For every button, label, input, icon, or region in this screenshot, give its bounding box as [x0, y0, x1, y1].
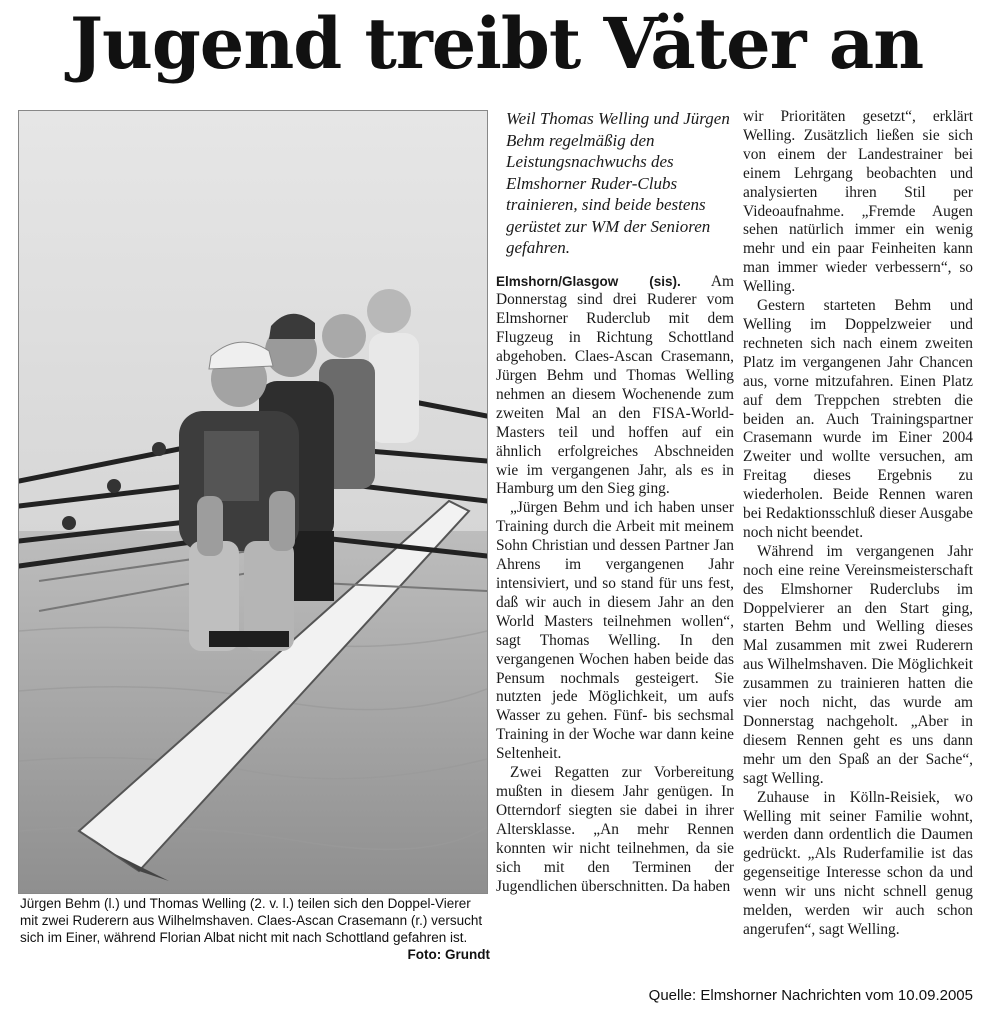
article-lead: Weil Thomas Welling und Jürgen Behm regelmäßig den Leistungsnachwuchs des Elmshorner Ruder-Clubs trainieren, sind beide bestens gerüstet zur WM der Senioren gefahren. [506, 109, 730, 257]
article-paragraph: Gestern starteten Behm und Welling im Doppelzweier und rechneten sich nach einem zweiten Platz im vergangenen Jahr Chancen aus, vorne mitzufahren. Einen Platz auf dem Treppchen strebten die beiden an. Auch Trainingspartner Crasemann wurde im Einer 2004 Zweiter und wollte versuchen, am Freitag dieses Ergebnis zu wiederholen. Beide Rennen waren bei Redaktionsschluß dieser Ausgabe noch nicht beendet. [743, 297, 973, 541]
article-column-2 [496, 108, 734, 896]
article-paragraph-text: Am Donnerstag sind drei Ruderer vom Elmshorner Ruderclub mit dem Flugzeug in Richtung Schottland abgehoben. Claes-Ascan Crasemann, Jürgen Behm und Thomas Welling nehmen an diesem Wochenende zum zweiten Mal an den FISA-World-Masters teil und hoffen auf ein ähnlich erfolgreiches Abschneiden wie im vergangenen Jahr, als es in Hamburg um den Sieg ging. [496, 272, 734, 498]
article-paragraph [496, 273, 734, 500]
dateline: Elmshorn/Glasgow (sis). [496, 273, 681, 289]
article-paragraph: Zwei Regatten zur Vorbereitung mußten in diesem Jahr genügen. In Otterndorf siegten sie dabei in ihrer Altersklasse. „An mehr Rennen konnten wir nicht teilnehmen, da sie sich mit den Terminen der Jugendlichen überschnitten. Da haben [496, 764, 734, 895]
photo-caption-text: Jürgen Behm (l.) und Thomas Welling (2. v. l.) teilen sich den Doppel-Vierer mit zwei Ruderern aus Wilhelmshaven. Claes-Ascan Crasemann (r.) versucht sich im Einer, während Florian Albat nicht mit nach Schottland gefahren ist. [20, 896, 483, 945]
rowing-photo [18, 110, 488, 894]
rowing-photo-image [19, 111, 487, 893]
article-column-3 [743, 108, 973, 940]
photo-credit: Foto: Grundt [407, 947, 490, 962]
photo-caption [20, 895, 490, 963]
article-paragraph: Zuhause in Kölln-Reisiek, wo Welling mit seiner Familie wohnt, werden dann ordentlich die Daumen gedrückt. „Als Ruderfamilie ist das gegenseitige Interesse schon da und wenn wir uns nicht schnell genug melden, werden wir auch schon angerufen“, sagt Welling. [743, 788, 973, 938]
source-note: Quelle: Elmshorner Nachrichten vom 10.09.2005 [648, 987, 973, 1004]
article-paragraph: „Jürgen Behm und ich haben unser Training durch die Arbeit mit meinem Sohn Christian und dessen Partner Jan Ahrens im vergangenen Jahr intensiviert, und so stand für uns fest, daß wir auch in diesem Jahr an den World Masters teilnehmen wollen“, sagt Thomas Welling. In den vergangenen Wochen haben beide das Pensum nochmals gesteigert. Sie nutzten jede Möglichkeit, um aufs Wasser zu gehen. Fünf- bis sechsmal Training in der Woche war dann keine Seltenheit. [496, 499, 734, 763]
article-paragraph: Während im vergangenen Jahr noch eine reine Vereinsmeisterschaft des Elmshorner Ruderclubs im Doppelvierer an den Start ging, starten Behm und Welling dieses Mal zusammen mit zwei Ruderern aus Wilhelmshaven. Die Möglichkeit zusammen zu trainieren hatten die vier noch nicht, das wurde am Donnerstag nachgeholt. „Aber in diesem Rennen geht es uns dann mehr um den Spaß an der Sache“, sagt Welling. [743, 542, 973, 787]
headline: Jugend treibt Väter an [69, 2, 924, 85]
article-paragraph: wir Prioritäten gesetzt“, erklärt Welling. Zusätzlich ließen sie sich von einem der Landestrainer bei einem Lehrgang beobachten und analysierten ihren Stil per Videoaufnahme. „Fremde Augen sehen natürlich immer ein wenig mehr und ein paar Feinheiten kann man immer wieder verbessern“, so Welling. [743, 108, 973, 296]
